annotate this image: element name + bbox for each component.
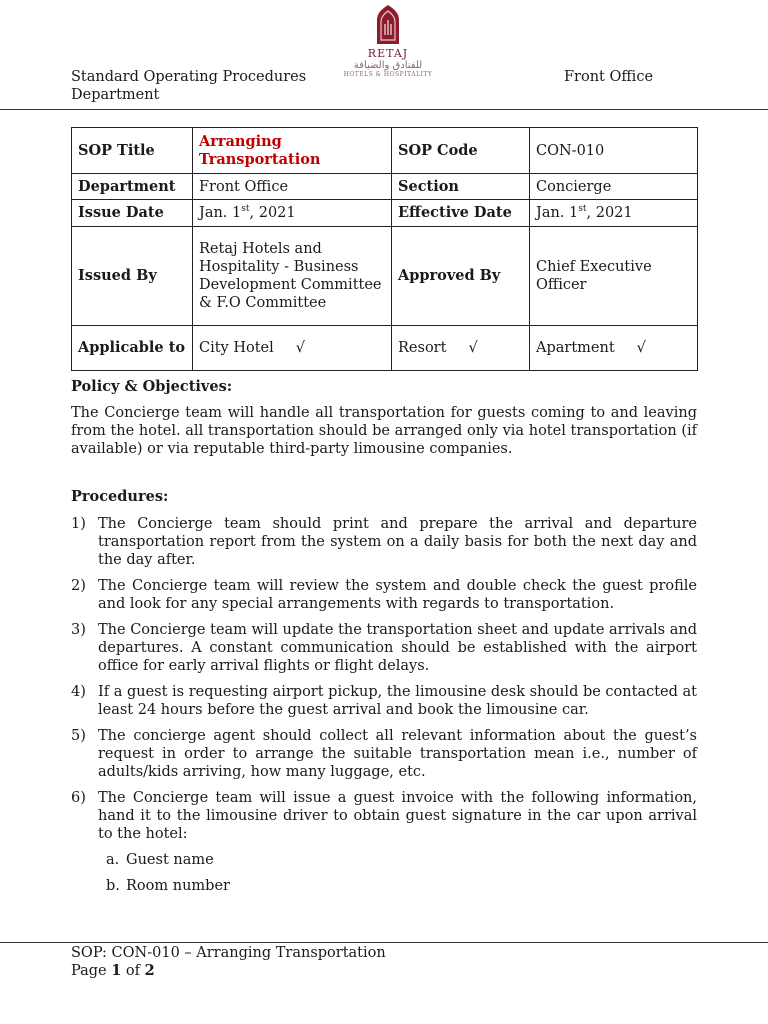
sop-code-value: CON-010 <box>530 128 698 174</box>
logo-brand: RETAJ <box>367 47 409 60</box>
section-label: Section <box>392 174 530 200</box>
issued-by-value: Retaj Hotels and Hospitality - Business Development Committee & F.O Committee <box>193 227 392 326</box>
footer <box>71 944 386 980</box>
list-item: 1) The Concierge team should print and prepare the arrival and departure transportation report from the system on a daily basis for both the next day and the day after. <box>71 516 697 568</box>
logo-subtitle: HOTELS & HOSPITALITY <box>343 71 433 78</box>
list-item: 5) The concierge agent should collect all relevant information about the guest’s request in order to arrange the suitable transportation mean i.e., number of adults/kids arriving, how many luggage, etc. <box>71 728 697 780</box>
issue-date-value: Jan. 1st, 2021 <box>193 200 392 227</box>
department-label: Department <box>72 174 193 200</box>
approved-by-label: Approved By <box>392 227 530 326</box>
table-row <box>72 200 698 227</box>
policy-text: The Concierge team will handle all transportation for guests coming to and leaving from the hotel. all transportation should be arranged only via hotel transportation (if available) or via reputable third-party limousine companies. <box>71 405 697 457</box>
list-item: b. Room number <box>106 878 230 894</box>
logo-arabic: للفنادق والضيافة <box>353 60 423 71</box>
invoice-info-list <box>98 851 697 895</box>
sop-code-label: SOP Code <box>392 128 530 174</box>
applicable-label: Applicable to <box>72 326 193 371</box>
issue-date-label: Issue Date <box>72 200 193 227</box>
list-item: 6) The Concierge team will issue a guest invoice with the following information, hand it to the limousine driver to obtain guest signature in the car upon arrival to the hotel: a. Guest name b. Room number <box>71 790 697 894</box>
issued-by-label: Issued By <box>72 227 193 326</box>
department-value: Front Office <box>193 174 392 200</box>
list-item: 2) The Concierge team will review the system and double check the guest profile and look for any special arrangements with regards to transportation. <box>71 578 697 612</box>
section-value: Concierge <box>530 174 698 200</box>
sop-title-value: Arranging Transportation <box>193 128 392 174</box>
policy-title: Policy & Objectives: <box>71 378 233 395</box>
check-mark-icon: √ <box>468 340 478 356</box>
footer-sop-ref: SOP: CON-010 – Arranging Transportation <box>71 945 386 961</box>
table-row <box>72 174 698 200</box>
header-left <box>71 68 306 104</box>
procedures-title: Procedures: <box>71 488 169 505</box>
effective-date-label: Effective Date <box>392 200 530 227</box>
approved-by-value: Chief Executive Officer <box>530 227 698 326</box>
applicable-apartment: Apartment √ <box>530 326 698 371</box>
retaj-logo <box>338 4 438 79</box>
list-item: 3) The Concierge team will update the transportation sheet and update arrivals and departures. A constant communication should be established with the airport office for early arrival flights or flight delays. <box>71 622 697 674</box>
list-item: a. Guest name <box>106 852 214 868</box>
retaj-crest-icon <box>373 4 403 46</box>
sop-info-table <box>71 127 698 371</box>
sop-title-label: SOP Title <box>72 128 193 174</box>
check-mark-icon: √ <box>636 340 646 356</box>
table-row <box>72 128 698 174</box>
table-row <box>72 227 698 326</box>
check-mark-icon: √ <box>295 340 306 356</box>
header-rule <box>0 109 768 110</box>
list-item: 4) If a guest is requesting airport pickup, the limousine desk should be contacted at least 24 hours before the guest arrival and book the limousine car. <box>71 684 697 718</box>
applicable-city-hotel: City Hotel √ <box>193 326 392 371</box>
effective-date-value: Jan. 1st, 2021 <box>530 200 698 227</box>
header-title: Standard Operating Procedures <box>71 69 307 85</box>
applicable-resort: Resort √ <box>392 326 530 371</box>
table-row <box>72 326 698 371</box>
procedures-list <box>71 515 697 903</box>
header-department: Department <box>71 87 160 103</box>
header-right: Front Office <box>564 69 654 85</box>
page-number: Page 1 of 2 <box>71 962 155 979</box>
footer-rule <box>0 942 768 943</box>
